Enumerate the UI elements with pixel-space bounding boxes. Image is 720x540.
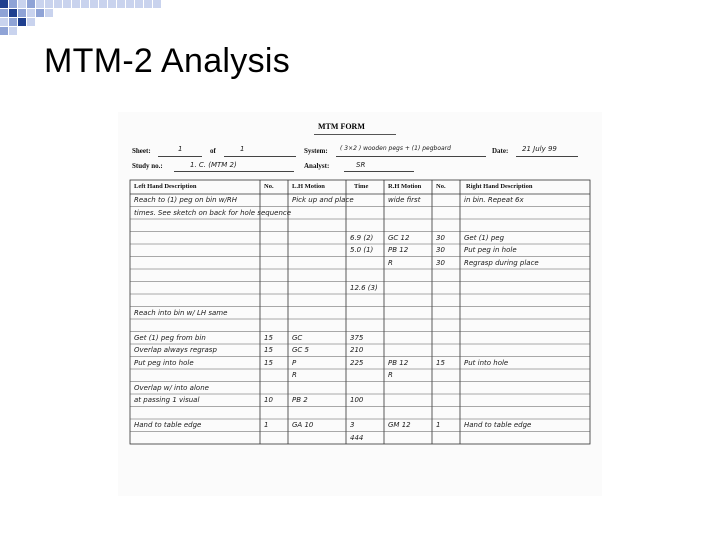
table-cell-lhd: Reach to (1) peg on bin w/RH: [134, 196, 237, 204]
table-cell-no1: 15: [264, 346, 273, 354]
col-header-time: Time: [354, 183, 369, 190]
table-cell-no2: 30: [436, 258, 445, 267]
corner-square: [108, 0, 116, 8]
corner-square: [9, 9, 17, 17]
corner-square: [135, 0, 143, 8]
table-cell-lhd: Reach into bin w/ LH same: [134, 308, 228, 317]
table-cell-no1: 15: [264, 358, 273, 367]
table-cell-rhm: PB 12: [388, 246, 409, 254]
table-cell-rhd: Get (1) peg: [464, 233, 505, 242]
corner-square: [0, 27, 8, 35]
table-cell-rhd: Hand to table edge: [464, 421, 532, 429]
corner-square: [0, 0, 8, 8]
table-cell-lhm: PB 2: [292, 396, 308, 404]
table-cell-lhm: R: [292, 371, 297, 379]
corner-square: [0, 9, 8, 17]
corner-square: [36, 0, 44, 8]
corner-square: [153, 0, 161, 8]
form-title: MTM FORM: [318, 122, 365, 131]
of-label: of: [210, 147, 216, 155]
table-cell-lhm: GC: [292, 333, 303, 342]
table-cell-time: 375: [350, 333, 364, 342]
corner-square: [9, 27, 17, 35]
corner-square: [72, 0, 80, 8]
corner-square: [27, 18, 35, 26]
corner-square: [81, 0, 89, 8]
corner-square: [36, 9, 44, 17]
table-cell-rhm: GC 12: [388, 233, 410, 242]
table-cell-no1: 15: [264, 333, 273, 342]
corner-square: [126, 0, 134, 8]
table-cell-rhm: PB 12: [388, 358, 409, 367]
table-cell-lhd: Overlap w/ into alone: [134, 383, 209, 392]
col-header-no-left: No.: [264, 183, 274, 190]
table-cell-lhd: Overlap always regrasp: [134, 346, 217, 354]
corner-square: [54, 0, 62, 8]
table-cell-no1: 1: [264, 421, 269, 429]
sheet-label: Sheet:: [132, 147, 151, 155]
date-value: 21 July 99: [522, 145, 557, 153]
col-header-right-hand-description: Right Hand Description: [466, 183, 533, 190]
table-cell-rhm: R: [388, 371, 393, 379]
table-cell-lhd: times. See sketch on back for hole sequence: [134, 208, 292, 217]
col-header-rh-motion: R.H Motion: [388, 183, 422, 190]
corner-square: [27, 0, 35, 8]
table-cell-lhd: Put peg into hole: [134, 358, 194, 367]
table-cell-rhd: Regrasp during place: [464, 258, 539, 267]
table-cell-time: 12.6 (3): [350, 283, 378, 292]
corner-square: [117, 0, 125, 8]
table-cell-no2: 15: [436, 358, 445, 367]
table-cell-lhd: Hand to table edge: [134, 421, 202, 429]
table-cell-rhm: wide first: [388, 196, 421, 204]
table-cell-no2: 1: [436, 421, 441, 429]
study-label: Study no.:: [132, 162, 163, 170]
corner-square: [45, 0, 53, 8]
table-cell-time: 3: [350, 421, 355, 429]
col-header-no-right: No.: [436, 183, 446, 190]
sheet-value: 1: [178, 145, 183, 153]
corner-square: [18, 18, 26, 26]
analyst-label: Analyst:: [304, 162, 330, 170]
table-cell-lhm: GC 5: [292, 346, 309, 354]
table-cell-no2: 30: [436, 246, 445, 254]
corner-square: [90, 0, 98, 8]
system-label: System:: [304, 147, 328, 155]
corner-square: [9, 18, 17, 26]
corner-square: [99, 0, 107, 8]
corner-square: [0, 18, 8, 26]
table-cell-rhd: Put into hole: [464, 358, 509, 367]
table-cell-time: 100: [350, 396, 364, 404]
table-cell-lhd: at passing 1 visual: [134, 396, 200, 404]
corner-square: [18, 0, 26, 8]
of-value: 1: [240, 145, 245, 153]
mtm-form-scan: [118, 112, 602, 496]
table-cell-no1: 10: [264, 396, 273, 404]
table-cell-lhd: Get (1) peg from bin: [134, 333, 206, 342]
corner-square: [144, 0, 152, 8]
system-value: ( 3×2 ) wooden pegs + (1) pegboard: [340, 145, 451, 152]
corner-square: [45, 9, 53, 17]
corner-square: [63, 0, 71, 8]
table-cell-time: 6.9 (2): [350, 233, 374, 242]
table-cell-time: 210: [350, 346, 364, 354]
table-cell-lhm: P: [292, 358, 297, 367]
corner-square-pattern: [0, 0, 160, 45]
slide-title: MTM-2 Analysis: [44, 42, 291, 80]
table-cell-time: 225: [350, 358, 364, 367]
table-cell-rhm: R: [388, 258, 393, 267]
table-cell-time: 444: [350, 433, 364, 442]
table-cell-lhm: GA 10: [292, 421, 314, 429]
analyst-value: SR: [356, 161, 366, 169]
table-cell-time: 5.0 (1): [350, 246, 374, 254]
table-cell-lhm: Pick up and place: [292, 196, 354, 204]
corner-square: [27, 9, 35, 17]
date-label: Date:: [492, 147, 509, 155]
table-cell-rhd: Put peg in hole: [464, 246, 517, 254]
table-cell-rhd: in bin. Repeat 6x: [464, 196, 524, 204]
col-header-lh-motion: L.H Motion: [292, 183, 325, 190]
corner-square: [9, 0, 17, 8]
corner-square: [18, 9, 26, 17]
study-value: 1. C. (MTM 2): [190, 161, 237, 169]
table-cell-rhm: GM 12: [388, 421, 411, 429]
col-header-left-hand-description: Left Hand Description: [134, 183, 197, 190]
table-cell-no2: 30: [436, 233, 445, 242]
